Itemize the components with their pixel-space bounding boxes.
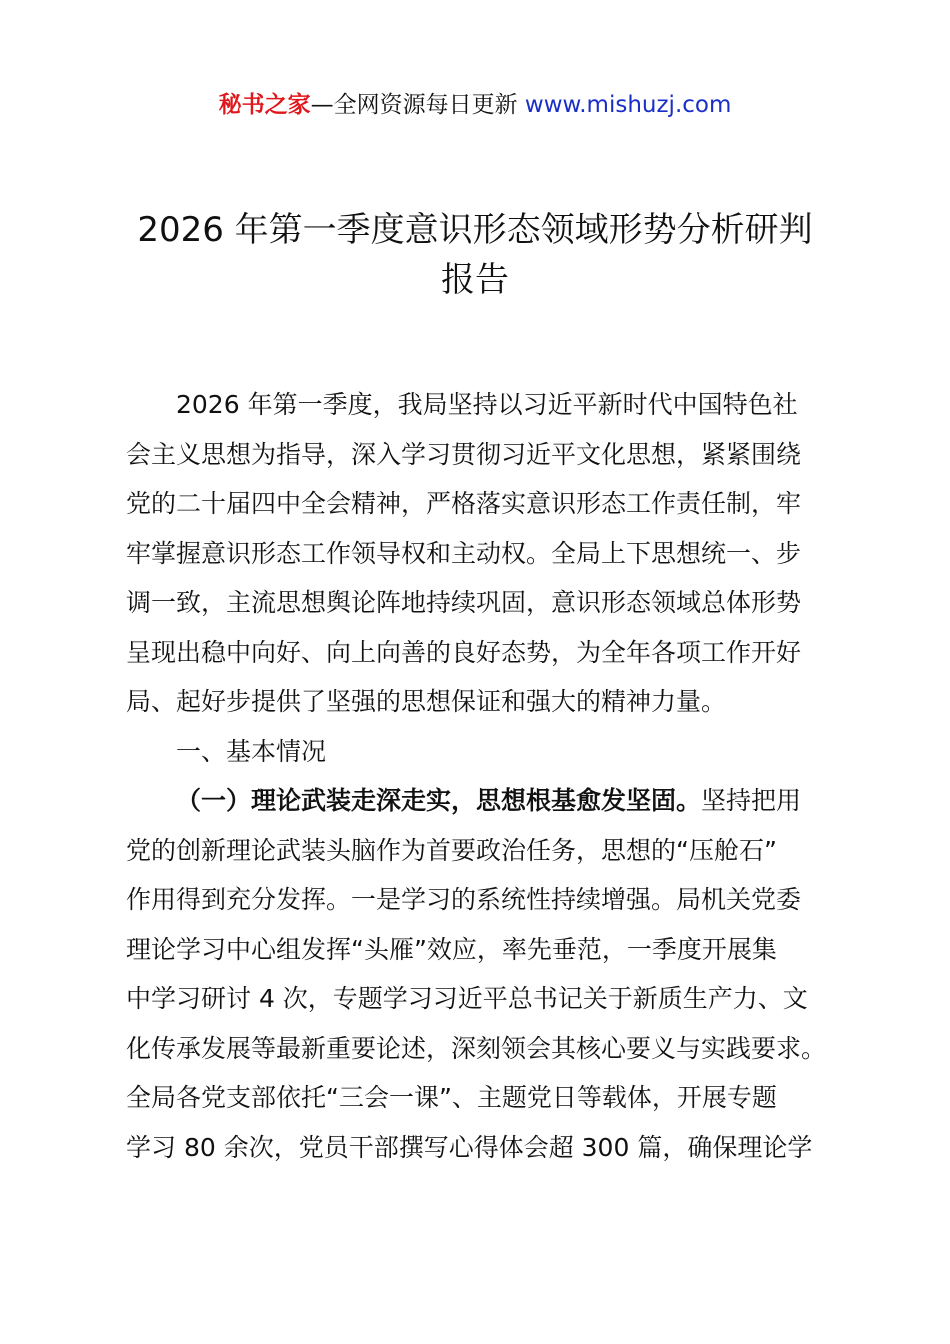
document-body [126,380,838,1172]
title-line-1: 2026 年第一季度意识形态领域形势分析研判 [137,210,813,250]
intro-line: 局、起好步提供了坚强的思想保证和强大的精神力量。 [126,687,727,716]
site-header [0,88,950,122]
subsection-line: 党的创新理论武装头脑作为首要政治任务，思想的“压舱石” [126,835,777,865]
subsection-line: 理论学习中心组发挥“头雁”效应，率先垂范，一季度开展集 [126,934,777,964]
intro-line: 2026 年第一季度，我局坚持以习近平新时代中国特色社 [176,390,798,419]
section-heading: 一、基本情况 [176,736,327,766]
intro-line: 调一致，主流思想舆论阵地持续巩固，意识形态领域总体形势 [126,588,802,617]
subsection-first-line [126,776,838,826]
subsection-line: 中学习研讨 4 次，专题学习习近平总书记关于新质生产力、文 [126,984,808,1013]
intro-line: 牢掌握意识形态工作领导权和主动权。全局上下思想统一、步 [126,538,802,568]
subsection-line: 学习 80 余次，党员干部撰写心得体会超 300 篇，确保理论学 [126,1132,813,1162]
intro-line: 会主义思想为指导，深入学习贯彻习近平文化思想，紧紧围绕 [126,439,802,469]
subsection-line: 全局各党支部依托“三会一课”、主题党日等载体，开展专题 [126,1083,777,1112]
subsection-line: 化传承发展等最新重要论述，深刻领会其核心要义与实践要求。 [126,1033,827,1063]
intro-line: 呈现出稳中向好、向上向善的良好态势，为全年各项工作开好 [126,637,802,667]
header-slogan: —全网资源每日更新 [310,92,525,118]
subsection-line: 作用得到充分发挥。一是学习的系统性持续增强。局机关党委 [126,885,802,914]
brand-name: 秘书之家 [218,92,311,118]
title-line-2: 报告 [441,260,509,300]
document-title [95,205,855,305]
site-url-link[interactable]: www.mishuzj.com [524,92,732,118]
intro-line: 党的二十届四中全会精神，严格落实意识形态工作责任制，牢 [126,489,802,518]
subsection-heading: （一）理论武装走深走实，思想根基愈发坚固。 [176,786,702,815]
subsection-lead-text: 坚持把用 [701,786,802,815]
